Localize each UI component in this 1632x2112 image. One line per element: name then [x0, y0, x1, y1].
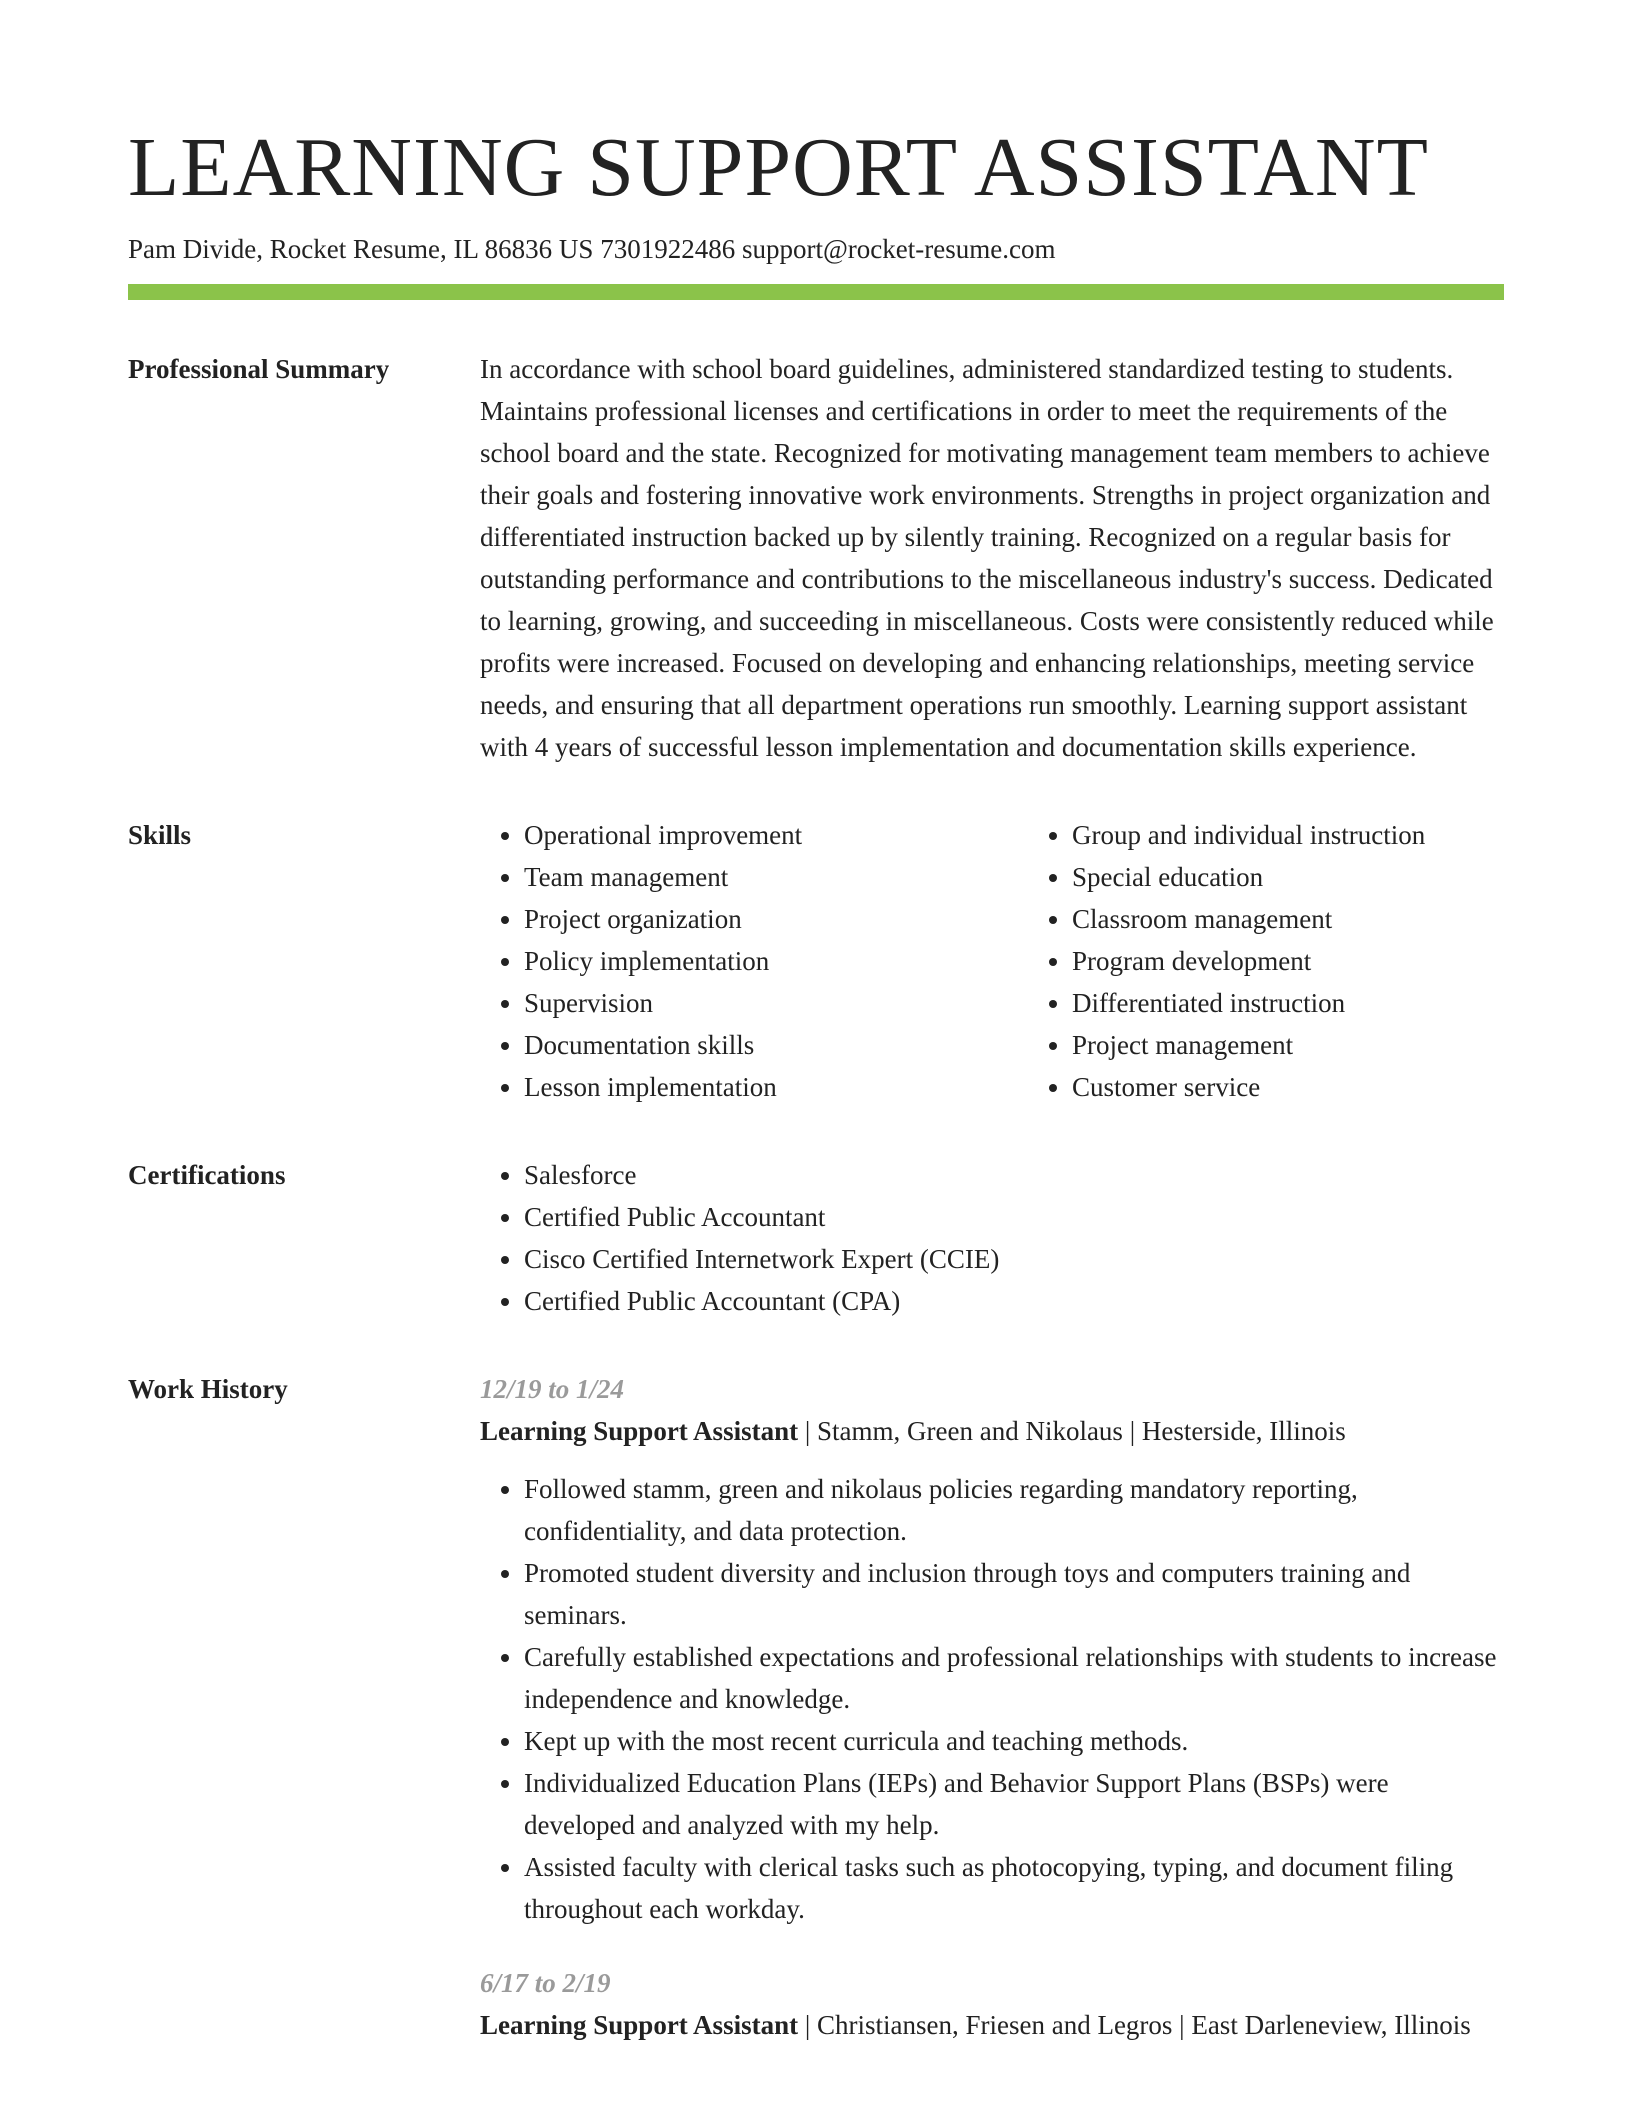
- skill-item: • Team management: [524, 856, 984, 898]
- skills-section: [128, 814, 1504, 1108]
- job-entry: [480, 1962, 1504, 2046]
- section-label-certifications: Certifications: [128, 1160, 286, 1190]
- job-bullet: • Assisted faculty with clerical tasks such as photocopying, typing, and document filing throughout each workday.: [524, 1846, 1504, 1930]
- skill-item: • Project management: [1072, 1024, 1532, 1066]
- skill-item: • Operational improvement: [524, 814, 984, 856]
- skills-content: [480, 814, 1504, 1108]
- skill-item: • Classroom management: [1072, 898, 1532, 940]
- section-label-professional-summary: Professional Summary: [128, 354, 390, 384]
- job-dates: 6/17 to 2/19: [480, 1968, 611, 1998]
- summary-content: [480, 348, 1504, 768]
- skill-item: • Special education: [1072, 856, 1532, 898]
- skills-list-left: [480, 814, 984, 1108]
- work-history-content: [480, 1368, 1504, 2046]
- section-label-work-history: Work History: [128, 1374, 288, 1404]
- skill-item: • Lesson implementation: [524, 1066, 984, 1108]
- section-label-skills: Skills: [128, 820, 192, 850]
- skill-item: • Customer service: [1072, 1066, 1532, 1108]
- job-bullets: [480, 1468, 1504, 1930]
- certifications-section: [128, 1154, 1504, 1322]
- professional-summary-section: [128, 348, 1504, 768]
- skill-item: • Program development: [1072, 940, 1532, 982]
- skill-item: • Documentation skills: [524, 1024, 984, 1066]
- certification-item: • Certified Public Accountant: [524, 1196, 1504, 1238]
- job-header: [480, 1410, 1504, 1452]
- job-header: [480, 2004, 1504, 2046]
- job-employer-location: | Christiansen, Friesen and Legros | East Darleneview, Illinois: [798, 2010, 1471, 2040]
- job-bullet: • Carefully established expectations and professional relationships with students to increase independence and knowledge.: [524, 1636, 1504, 1720]
- work-history-section: [128, 1368, 1504, 2046]
- job-bullet: • Followed stamm, green and nikolaus policies regarding mandatory reporting, confidentiality, and data protection.: [524, 1468, 1504, 1552]
- skills-list-right: [1028, 814, 1532, 1108]
- job-title: Learning Support Assistant: [480, 1416, 799, 1446]
- header-divider: [128, 284, 1504, 300]
- skill-item: • Policy implementation: [524, 940, 984, 982]
- summary-text: In accordance with school board guidelines, administered standardized testing to students. Maintains professional licenses and certifications in order to meet the requirements of the school board and the state. Recognized for motivating management team members to achieve their goals and fostering innovative work environments. Strengths in project organization and differentiated instruction backed up by silently training. Recognized on a regular basis for outstanding performance and contributions to the miscellaneous industry's success. Dedicated to learning, growing, and succeeding in miscellaneous. Costs were consistently reduced while profits were increased. Focused on developing and enhancing relationships, meeting service needs, and ensuring that all department operations run smoothly. Learning support assistant with 4 years of successful lesson implementation and documentation skills experience.: [480, 354, 1494, 762]
- certification-item: • Cisco Certified Internetwork Expert (CCIE): [524, 1238, 1504, 1280]
- job-bullet: • Individualized Education Plans (IEPs) and Behavior Support Plans (BSPs) were developed and analyzed with my help.: [524, 1762, 1504, 1846]
- contact-info: Pam Divide, Rocket Resume, IL 86836 US 7301922486 support@rocket-resume.com: [128, 234, 1056, 264]
- certification-item: • Certified Public Accountant (CPA): [524, 1280, 1504, 1322]
- job-employer-location: | Stamm, Green and Nikolaus | Hesterside, Illinois: [798, 1416, 1346, 1446]
- job-title: Learning Support Assistant: [480, 2010, 799, 2040]
- skill-item: • Differentiated instruction: [1072, 982, 1532, 1024]
- resume-page: [128, 118, 1504, 2046]
- resume-title: LEARNING SUPPORT ASSISTANT: [128, 121, 1429, 214]
- certification-item: • Salesforce: [524, 1154, 1504, 1196]
- job-bullet: • Promoted student diversity and inclusion through toys and computers training and seminars.: [524, 1552, 1504, 1636]
- skill-item: • Project organization: [524, 898, 984, 940]
- skill-item: • Group and individual instruction: [1072, 814, 1532, 856]
- certifications-content: [480, 1154, 1504, 1322]
- job-dates: 12/19 to 1/24: [480, 1374, 625, 1404]
- skill-item: • Supervision: [524, 982, 984, 1024]
- job-entry: [480, 1368, 1504, 1930]
- certifications-list: [480, 1154, 1504, 1322]
- job-bullet: • Kept up with the most recent curricula and teaching methods.: [524, 1720, 1504, 1762]
